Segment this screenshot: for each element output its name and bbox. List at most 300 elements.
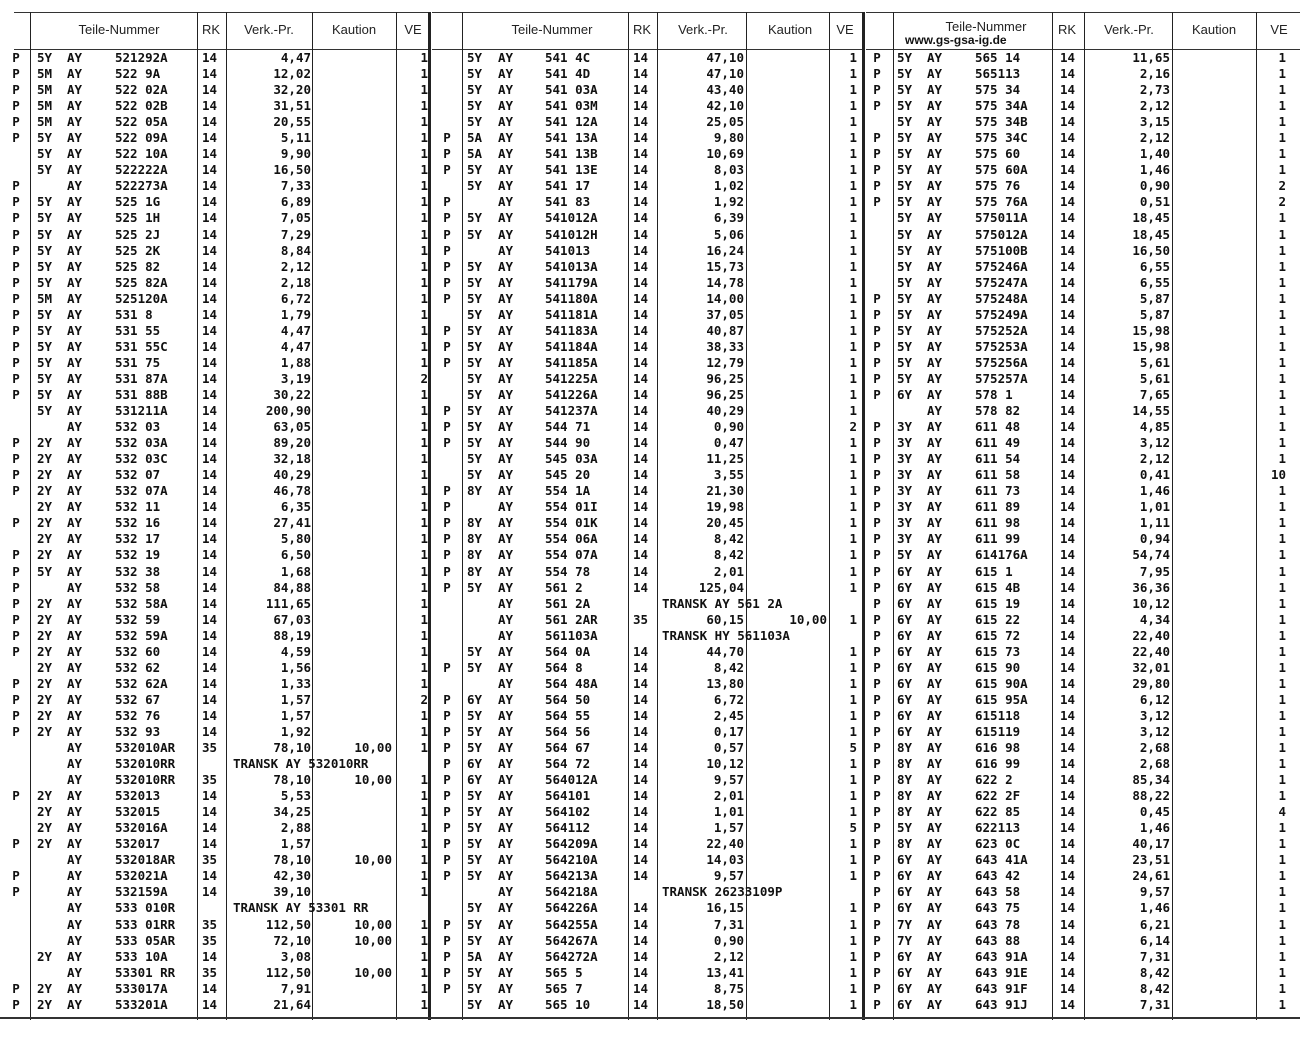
part-number: 532 07 [115,467,161,483]
table-row [0,949,428,965]
packing-unit: 1 [420,499,428,515]
type-code: AY [67,627,83,643]
series-code: 5Y [467,258,483,274]
series-code: 5Y [897,306,913,322]
packing-unit: 1 [849,531,857,547]
packing-unit: 4 [1278,804,1286,820]
price-flag: P [873,419,881,435]
price-flag: P [873,547,881,563]
table-row [432,660,862,676]
table-row [432,66,862,82]
packing-unit: 1 [420,595,428,611]
packing-unit: 1 [420,659,428,675]
price: 2,45 [713,707,744,723]
series-code: 6Y [897,996,913,1012]
type-code: AY [67,370,83,386]
table-row [0,387,428,403]
header-teile-nummer: Teile-Nummer [945,19,1027,34]
rk-code: 14 [202,675,218,691]
series-code: 5Y [897,338,913,354]
packing-unit: 1 [420,162,428,178]
series-code: 5Y [467,579,483,595]
packing-unit: 1 [420,707,428,723]
part-number: 541184A [545,338,598,354]
table-row [432,467,862,483]
part-number: 522 02B [115,98,168,114]
rk-code: 14 [633,659,649,675]
series-code: 5Y [467,162,483,178]
series-code: 2Y [37,820,53,836]
price: 14,00 [706,290,744,306]
packing-unit: 1 [1278,338,1286,354]
price: 6,50 [280,547,311,563]
part-number: 541 03M [545,98,598,114]
packing-unit: 1 [420,948,428,964]
price: 40,29 [273,467,311,483]
type-code: AY [498,996,514,1012]
packing-unit: 1 [420,611,428,627]
packing-unit: 1 [849,916,857,932]
part-number: 611 98 [975,515,1021,531]
part-number: 615 1 [975,563,1013,579]
price: 3,19 [280,370,311,386]
table-row [866,596,1300,612]
part-number: 561 2A [545,595,591,611]
rk-code: 14 [633,162,649,178]
part-number: 564 0A [545,643,591,659]
part-number: 616 98 [975,740,1021,756]
packing-unit: 1 [1278,852,1286,868]
price: 23,51 [1132,852,1170,868]
rk-code: 14 [202,659,218,675]
packing-unit: 1 [420,467,428,483]
price: 9,90 [280,146,311,162]
rk-code: 14 [1060,932,1076,948]
price-flag: P [12,82,20,98]
packing-unit: 1 [849,82,857,98]
rk-code: 14 [633,82,649,98]
part-number: 541225A [545,370,598,386]
table-row [432,339,862,355]
parts-column-1 [0,50,428,1013]
price-flag: P [443,852,451,868]
series-code: 2Y [37,467,53,483]
price: 67,03 [273,611,311,627]
table-row [866,965,1300,981]
price-flag: P [443,916,451,932]
part-number: 541 83 [545,194,591,210]
packing-unit: 1 [1278,563,1286,579]
price: 0,90 [713,419,744,435]
part-number: 532 93 [115,723,161,739]
series-code: 2Y [37,804,53,820]
part-number: 564101 [545,788,591,804]
type-code: AY [498,226,514,242]
price-flag: P [443,948,451,964]
price-flag: P [873,884,881,900]
price: 5,11 [280,130,311,146]
packing-unit: 1 [849,772,857,788]
price: 7,95 [1139,563,1170,579]
packing-unit: 1 [1278,659,1286,675]
part-number: 541185A [545,354,598,370]
series-code: 5Y [897,210,913,226]
type-code: AY [927,162,943,178]
part-number: 525 82A [115,274,168,290]
rk-code: 14 [202,242,218,258]
series-code: 5Y [897,274,913,290]
price: 9,57 [713,772,744,788]
packing-unit: 1 [420,627,428,643]
price-flag: P [12,579,20,595]
price-flag: P [12,210,20,226]
part-number: 643 91E [975,964,1028,980]
packing-unit: 1 [1278,884,1286,900]
part-number: 541 4C [545,50,591,65]
type-code: AY [498,980,514,996]
series-code: 5Y [37,130,53,146]
price-flag: P [873,194,881,210]
price-flag: P [443,515,451,531]
price: 32,01 [1132,659,1170,675]
series-code: 5Y [897,162,913,178]
type-code: AY [498,756,514,772]
table-row [0,580,428,596]
part-number: 541180A [545,290,598,306]
type-code: AY [498,563,514,579]
table-row [866,660,1300,676]
part-number: 575 76 [975,178,1021,194]
part-number: 575011A [975,210,1028,226]
table-row [432,227,862,243]
type-code: AY [498,483,514,499]
price: 47,10 [706,50,744,65]
price: 15,98 [1132,338,1170,354]
rk-code: 14 [1060,707,1076,723]
table-row [432,531,862,547]
packing-unit: 1 [849,146,857,162]
part-number: 565 10 [545,996,591,1012]
table-row [0,660,428,676]
part-number: 564 55 [545,707,591,723]
type-code: AY [67,820,83,836]
price-flag: P [873,98,881,114]
table-row [0,564,428,580]
type-code: AY [927,403,943,419]
price: 1,01 [1139,499,1170,515]
rk-code: 14 [633,836,649,852]
part-number: 565 14 [975,50,1021,65]
part-number: 561 2 [545,579,583,595]
series-code: 5Y [37,258,53,274]
type-code: AY [927,900,943,916]
deposit: 10,00 [354,932,392,948]
table-row [0,483,428,499]
rk-code: 14 [202,836,218,852]
series-code: 7Y [897,916,913,932]
table-row [866,836,1300,852]
series-code: 5Y [897,354,913,370]
type-code: AY [927,210,943,226]
price-flag: P [443,756,451,772]
rk-code: 14 [202,948,218,964]
type-code: AY [67,419,83,435]
series-code: 5M [37,98,53,114]
price: 10,12 [706,756,744,772]
table-row [866,900,1300,916]
price: 6,89 [280,194,311,210]
price: 2,73 [1139,82,1170,98]
table-row [0,82,428,98]
type-code: AY [927,659,943,675]
deposit: 10,00 [354,772,392,788]
series-code: 8Y [467,483,483,499]
table-row [432,403,862,419]
packing-unit: 1 [849,691,857,707]
rk-code: 14 [633,258,649,274]
table-row [0,965,428,981]
packing-unit: 1 [420,964,428,980]
table-row [0,981,428,997]
part-number: 544 71 [545,419,591,435]
packing-unit: 1 [1278,788,1286,804]
series-code: 5Y [467,820,483,836]
series-code: 5Y [467,114,483,130]
price-flag: P [873,659,881,675]
rk-code: 14 [1060,980,1076,996]
table-row [432,884,862,900]
part-number: 531 55 [115,322,161,338]
packing-unit: 1 [1278,242,1286,258]
table-row [432,98,862,114]
type-code: AY [498,691,514,707]
price: 6,14 [1139,932,1170,948]
price: 21,64 [273,996,311,1012]
rk-code: 14 [1060,547,1076,563]
series-code: 2Y [37,659,53,675]
part-number: 564209A [545,836,598,852]
table-row [0,451,428,467]
table-row [866,997,1300,1013]
part-number: 575247A [975,274,1028,290]
price-flag: P [12,290,20,306]
table-row [866,740,1300,756]
table-row [432,50,862,66]
rk-code: 14 [633,531,649,547]
part-number: 531 88B [115,386,168,402]
type-code: AY [498,788,514,804]
part-number: 541012A [545,210,598,226]
table-row [866,227,1300,243]
type-code: AY [498,964,514,980]
type-code: AY [927,290,943,306]
rk-code: 14 [1060,756,1076,772]
packing-unit: 1 [420,50,428,65]
price: 22,40 [1132,643,1170,659]
series-code: 5Y [467,274,483,290]
table-row [0,50,428,66]
series-code: 2Y [37,499,53,515]
rk-code: 14 [633,804,649,820]
series-code: 2Y [37,611,53,627]
series-code: 5M [37,82,53,98]
table-row [0,692,428,708]
price: 2,68 [1139,756,1170,772]
transfer-note: TRANSK 26233109P [662,884,783,900]
header-teile-nummer: Teile-Nummer [78,22,160,37]
packing-unit: 1 [849,50,857,65]
column-divider [428,12,431,1020]
part-number: 575 34A [975,98,1028,114]
series-code: 2Y [37,707,53,723]
table-row [432,836,862,852]
packing-unit: 1 [420,804,428,820]
type-code: AY [498,868,514,884]
series-code: 6Y [897,900,913,916]
series-code: 2Y [37,980,53,996]
part-number: 532 59A [115,627,168,643]
packing-unit: 1 [1278,627,1286,643]
header-rk: RK [201,22,221,37]
rk-code: 35 [202,852,218,868]
packing-unit: 1 [849,306,857,322]
rk-code: 14 [202,403,218,419]
series-code: 5A [467,130,483,146]
price: 1,68 [280,563,311,579]
rk-code: 14 [202,354,218,370]
price: 12,79 [706,354,744,370]
part-number: 533 10A [115,948,168,964]
rk-code: 35 [633,611,649,627]
header-verk-pr: Verk.-Pr. [244,22,294,37]
deposit: 10,00 [354,916,392,932]
type-code: AY [498,515,514,531]
price: 5,06 [713,226,744,242]
price: 4,47 [280,338,311,354]
part-number: 532 03C [115,451,168,467]
type-code: AY [498,820,514,836]
price: 1,46 [1139,820,1170,836]
price-flag: P [12,707,20,723]
price: 0,47 [713,435,744,451]
rk-code: 14 [202,996,218,1012]
packing-unit: 1 [849,804,857,820]
type-code: AY [67,756,83,772]
price: 3,12 [1139,435,1170,451]
type-code: AY [927,740,943,756]
table-row [432,596,862,612]
part-number: 525 2K [115,242,161,258]
packing-unit: 1 [849,611,857,627]
packing-unit: 1 [1278,146,1286,162]
price: 54,74 [1132,547,1170,563]
part-number: 522 10A [115,146,168,162]
rk-code: 14 [1060,531,1076,547]
series-code: 5Y [37,322,53,338]
rk-code: 14 [1060,788,1076,804]
table-row [432,146,862,162]
price: 38,33 [706,338,744,354]
rk-code: 14 [202,178,218,194]
packing-unit: 1 [420,740,428,756]
price: 40,29 [706,403,744,419]
series-code: 6Y [897,386,913,402]
packing-unit: 1 [420,403,428,419]
price-flag: P [12,50,20,65]
price: 4,47 [280,50,311,65]
table-row [866,194,1300,210]
part-number: 615118 [975,707,1021,723]
type-code: AY [67,386,83,402]
price: 1,88 [280,354,311,370]
table-row [432,676,862,692]
price: 37,05 [706,306,744,322]
part-number: 532 58A [115,595,168,611]
price: 42,30 [273,868,311,884]
price-flag: P [873,162,881,178]
part-number: 615 73 [975,643,1021,659]
type-code: AY [67,948,83,964]
price: 7,05 [280,210,311,226]
price: 30,22 [273,386,311,402]
table-row [866,804,1300,820]
price-flag: P [443,210,451,226]
header-verk-pr: Verk.-Pr. [1104,22,1154,37]
part-number: 541 03A [545,82,598,98]
part-number: 541237A [545,403,598,419]
rk-code: 14 [633,852,649,868]
part-number: 564 8 [545,659,583,675]
type-code: AY [927,451,943,467]
table-row [0,933,428,949]
rk-code: 14 [202,194,218,210]
type-code: AY [927,130,943,146]
type-code: AY [67,114,83,130]
series-code: 6Y [897,884,913,900]
price: 88,22 [1132,788,1170,804]
price-flag: P [873,531,881,547]
type-code: AY [67,884,83,900]
price: 112,50 [265,964,311,980]
price: 3,55 [713,467,744,483]
series-code: 6Y [897,852,913,868]
series-code: 5Y [467,900,483,916]
price-flag: P [12,354,20,370]
type-code: AY [498,499,514,515]
table-row [432,114,862,130]
packing-unit: 1 [849,852,857,868]
packing-unit: 1 [849,499,857,515]
packing-unit: 1 [1278,980,1286,996]
price: 16,24 [706,242,744,258]
table-row [866,917,1300,933]
series-code: 5Y [467,932,483,948]
part-number: 575012A [975,226,1028,242]
price: 20,45 [706,515,744,531]
price-flag: P [12,386,20,402]
part-number: 575253A [975,338,1028,354]
series-code: 5M [37,290,53,306]
packing-unit: 1 [1278,499,1286,515]
part-number: 554 1A [545,483,591,499]
rk-code: 14 [202,162,218,178]
rk-code: 14 [202,531,218,547]
series-code: 6Y [897,563,913,579]
rk-code: 14 [202,50,218,65]
type-code: AY [927,98,943,114]
price-flag: P [12,226,20,242]
table-row [0,146,428,162]
